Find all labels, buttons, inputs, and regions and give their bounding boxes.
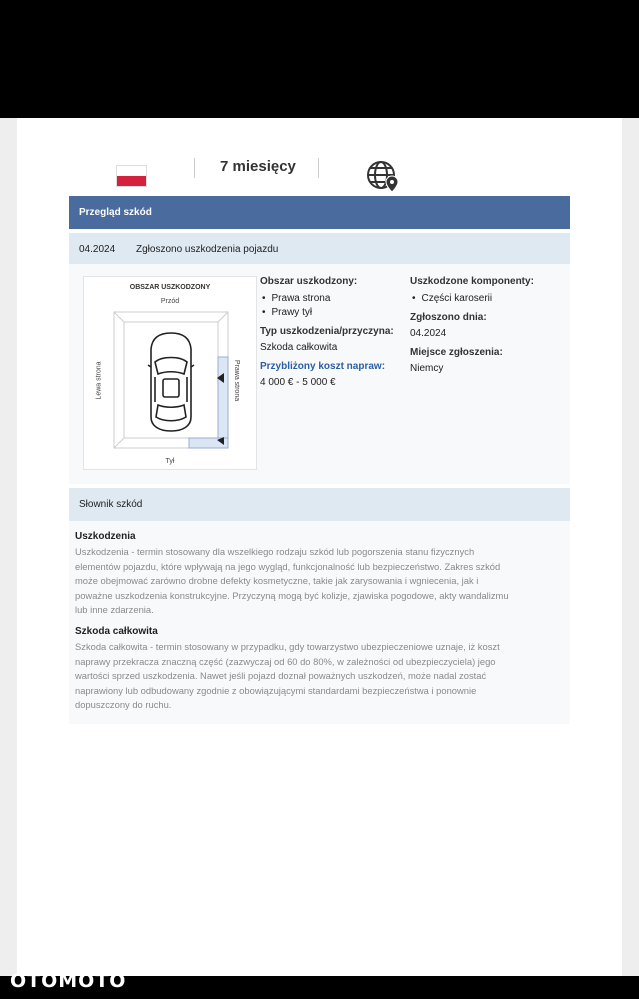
otomoto-watermark: OTOMOTO bbox=[10, 970, 127, 992]
damaged-right-side bbox=[218, 357, 228, 438]
components-info-column bbox=[410, 275, 560, 376]
definition-line: naprawiony lub odbudowany zgodnie z obowiązującymi standardami bezpieczeństwa i ponownie bbox=[75, 684, 477, 696]
components-list bbox=[410, 292, 560, 306]
term-title: Uszkodzenia bbox=[75, 531, 136, 542]
definition-line: Uszkodzenia - termin stosowany dla wszelkiego rodzaju szkód lub pogorszenia stanu fizycznych bbox=[75, 546, 475, 557]
list-item: • Prawa strona bbox=[260, 292, 400, 306]
poland-flag-icon bbox=[116, 165, 147, 187]
cost-label: Przybliżony koszt napraw: bbox=[260, 361, 386, 372]
diagram-title: OBSZAR USZKODZONY bbox=[129, 284, 211, 291]
term-definition bbox=[75, 545, 564, 618]
section-header-damage-overview: Przegląd szkód bbox=[69, 196, 570, 229]
type-label: Typ uszkodzenia/przyczyna: bbox=[260, 326, 394, 337]
car-zone-drawing bbox=[84, 277, 258, 471]
section-header-dictionary: Słownik szkód bbox=[69, 488, 570, 521]
definition-line: dopuszczony do ruchu. bbox=[75, 699, 172, 711]
type-value: Szkoda całkowita bbox=[260, 342, 338, 353]
entry-date: 04.2024 bbox=[79, 244, 116, 255]
area-label: Obszar uszkodzony: bbox=[260, 276, 358, 287]
right-side-label: Prawa strona bbox=[233, 359, 241, 402]
list-item: • Prawy tył bbox=[260, 306, 400, 320]
front-label: Przód bbox=[160, 298, 180, 305]
reported-label: Zgłoszono dnia: bbox=[410, 312, 487, 323]
top-black-strip bbox=[0, 0, 639, 118]
damage-info-column bbox=[260, 275, 400, 390]
damage-area-diagram bbox=[83, 276, 257, 470]
place-label: Miejsce zgłoszenia: bbox=[410, 347, 503, 358]
definition-line: może obejmować zarówno drobne defekty kosmetyczne, takie jak zarysowania i wgniecenia, jak i bbox=[75, 575, 479, 587]
list-item: • Części karoserii bbox=[410, 292, 560, 306]
term-definition bbox=[75, 640, 564, 713]
left-side-label: Lewa strona bbox=[95, 361, 103, 400]
place-value: Niemcy bbox=[410, 363, 444, 374]
divider bbox=[194, 158, 195, 178]
definition-line: elementów pojazdu, które wpływają na jego wygląd, funkcjonalność lub bezpieczeństwo. Zakres szkód bbox=[75, 560, 501, 572]
area-list bbox=[260, 292, 400, 320]
reported-value: 04.2024 bbox=[410, 328, 447, 339]
globe-location-icon bbox=[365, 159, 401, 193]
duration-text: 7 miesięcy bbox=[220, 158, 296, 175]
cost-value: 4 000 € - 5 000 € bbox=[260, 377, 336, 388]
definition-line: poważne uszkodzenia konstrukcyjne. Przyczyną mogą być kolizje, zjawiska pogodowe, akty wandalizmu bbox=[75, 589, 509, 601]
rear-label: Tył bbox=[165, 458, 175, 465]
dictionary-content bbox=[69, 521, 570, 724]
damage-entry-row[interactable] bbox=[69, 233, 570, 264]
definition-line: Szkoda całkowita - termin stosowany w przypadku, gdy towarzystwo ubezpieczeniowe uznaje, iż koszt bbox=[75, 640, 500, 652]
entry-description: Zgłoszono uszkodzenia pojazdu bbox=[136, 244, 279, 255]
term-title: Szkoda całkowita bbox=[75, 625, 158, 637]
definition-line: naprawy przekracza znaczną część (zazwyczaj od 60 do 80%, w zależności od ubezpieczyciela) jego bbox=[75, 655, 496, 667]
definition-line: lub inne zdarzenia. bbox=[75, 604, 154, 616]
definition-line: wartości sprzed uszkodzenia. Nawet jeśli pojazd doznał poważnych uszkodzeń, może nadal zostać bbox=[75, 670, 487, 682]
components-label: Uszkodzone komponenty: bbox=[410, 276, 534, 287]
divider bbox=[318, 158, 319, 178]
